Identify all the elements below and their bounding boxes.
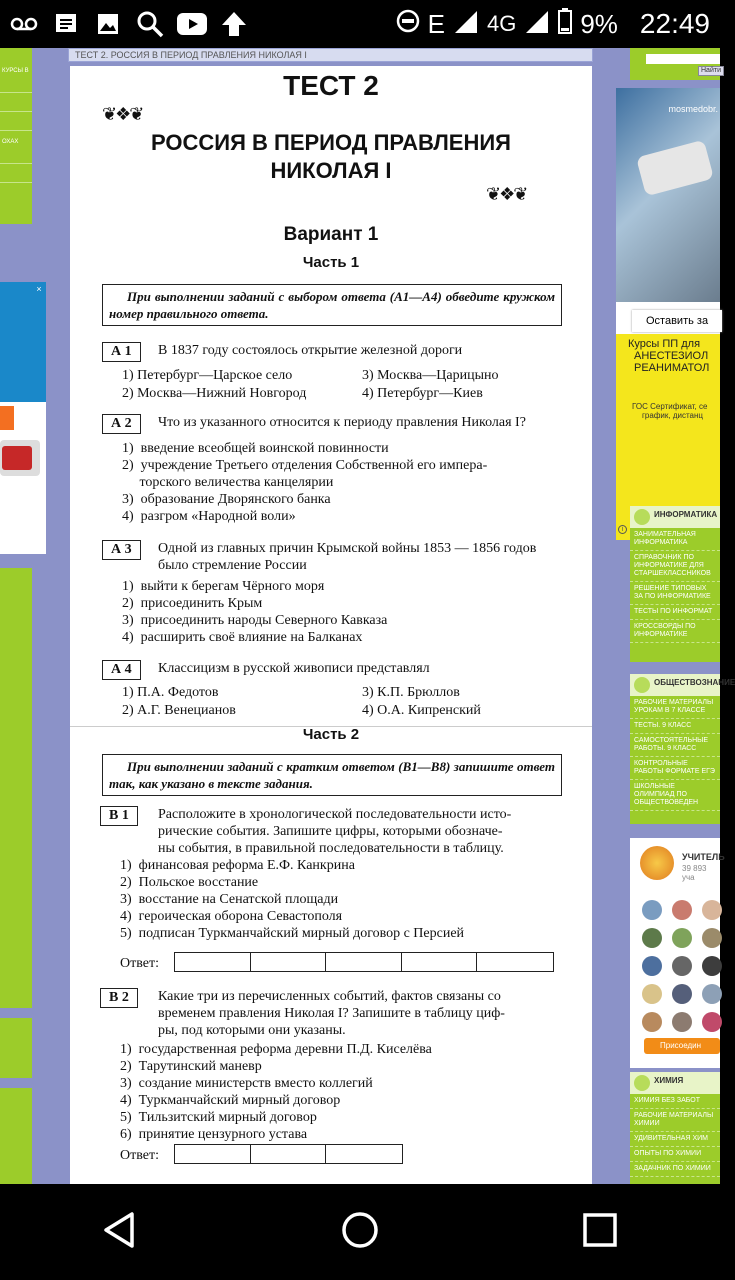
panel-link[interactable]: ЗАНИМАТЕЛЬНАЯ ИНФОРМАТИКА bbox=[630, 528, 720, 551]
left-nav-item[interactable]: ОХАХ bbox=[2, 139, 19, 145]
panel-title: ОБЩЕСТВОЗНАНИЕ bbox=[630, 674, 720, 696]
test-subtitle-2: НИКОЛАЯ I bbox=[270, 158, 392, 183]
panel-title: ХИМИЯ bbox=[630, 1072, 720, 1094]
left-nav-panel bbox=[0, 48, 32, 224]
option: 1) государственная реформа деревни П.Д. Киселёва bbox=[120, 1042, 432, 1057]
youtube-icon bbox=[178, 10, 206, 38]
ad-line: Курсы ПП для bbox=[628, 338, 701, 350]
question-tag: А 3 bbox=[102, 540, 141, 560]
part2-instructions: При выполнении заданий с кратким ответом (В1—В8) запишите ответ так, как указано в тексте задания. bbox=[102, 754, 562, 796]
option: 5) подписан Туркманчайский мирный договор с Персией bbox=[120, 926, 465, 941]
panel-link[interactable]: ОПЫТЫ ПО ХИМИИ bbox=[630, 1147, 720, 1162]
question-tag: А 1 bbox=[102, 342, 141, 362]
answer-cell bbox=[251, 1145, 327, 1163]
back-icon[interactable] bbox=[100, 1210, 140, 1255]
divider bbox=[0, 92, 32, 93]
browser-content[interactable] bbox=[0, 48, 735, 1184]
panel-social-studies bbox=[630, 674, 735, 824]
question-text: ры, под которыми они указаны. bbox=[158, 1023, 346, 1038]
recents-icon[interactable] bbox=[580, 1210, 620, 1255]
panel-link[interactable]: СПРАВОЧНИК ПО ИНФОРМАТИКЕ ДЛЯ СТАРШЕКЛАССНИКОВ bbox=[630, 551, 720, 582]
panel-link[interactable]: РАБОЧИЕ МАТЕРИАЛЫ УРОКАМ В 7 КЛАССЕ bbox=[630, 696, 720, 719]
community-name[interactable]: УЧИТЕЛЬ bbox=[682, 852, 725, 862]
home-icon[interactable] bbox=[340, 1210, 380, 1255]
member-count: 39 893 уча bbox=[682, 864, 707, 882]
member-avatar[interactable] bbox=[702, 956, 722, 976]
question-text: было стремление России bbox=[158, 558, 307, 573]
answer-cell bbox=[175, 1145, 251, 1163]
answer-cell bbox=[326, 953, 402, 971]
option: 1) введение всеобщей воинской повинности bbox=[122, 441, 389, 456]
member-avatar[interactable] bbox=[672, 900, 692, 920]
option: 1) П.А. Федотов bbox=[122, 685, 219, 700]
answer-table bbox=[174, 952, 554, 972]
battery-icon bbox=[558, 8, 572, 41]
test-document-image bbox=[70, 66, 592, 1186]
question-tag: А 4 bbox=[102, 660, 141, 680]
option: 4) Туркманчайский мирный договор bbox=[120, 1093, 341, 1108]
dnd-icon bbox=[396, 9, 420, 40]
member-avatar[interactable] bbox=[702, 900, 722, 920]
image-icon bbox=[94, 10, 122, 38]
ad-small-line: график, дистанц bbox=[642, 411, 703, 420]
option: 4) расширить своё влияние на Балканах bbox=[122, 630, 363, 645]
member-avatar[interactable] bbox=[642, 956, 662, 976]
left-green-panel-3 bbox=[0, 1088, 32, 1184]
panel-link[interactable]: КРОССВОРДЫ ПО ИНФОРМАТИКЕ bbox=[630, 620, 720, 643]
question-text: Расположите в хронологической последовательности исто- bbox=[158, 807, 512, 822]
question-text: рические события. Запишите цифры, которыми обозначе- bbox=[158, 824, 503, 839]
panel-link[interactable]: САМОСТОЯТЕЛЬНЫЕ РАБОТЫ. 9 КЛАСС bbox=[630, 734, 720, 757]
option: 1) Петербург—Царское село bbox=[122, 368, 293, 383]
member-avatar[interactable] bbox=[702, 1012, 722, 1032]
panel-link[interactable]: РАБОЧИЕ МАТЕРИАЛЫ ХИМИИ bbox=[630, 1109, 720, 1132]
left-nav-item[interactable]: КУРСЫ В bbox=[2, 68, 29, 74]
member-avatar[interactable] bbox=[702, 984, 722, 1004]
clock: 22:49 bbox=[639, 8, 710, 39]
option: 3) восстание на Сенатской площади bbox=[120, 892, 339, 907]
option: 4) разгром «Народной воли» bbox=[122, 509, 296, 524]
search-input[interactable] bbox=[646, 54, 720, 64]
ad-info-icon[interactable]: i bbox=[618, 525, 627, 534]
part1-instructions: При выполнении заданий с выбором ответа (А1—А4) обведите кружком номер правильного ответа. bbox=[102, 284, 562, 326]
member-avatar[interactable] bbox=[642, 900, 662, 920]
member-avatar[interactable] bbox=[672, 956, 692, 976]
member-avatar[interactable] bbox=[642, 1012, 662, 1032]
panel-link[interactable]: ЗАДАЧНИК ПО ХИМИИ bbox=[630, 1162, 720, 1177]
divider bbox=[0, 130, 32, 131]
left-green-panel-2 bbox=[0, 1018, 32, 1078]
signal-icon bbox=[453, 9, 479, 40]
option: 2) Тарутинский маневр bbox=[120, 1059, 262, 1074]
leaf-icon bbox=[634, 1075, 650, 1091]
question-tag: А 2 bbox=[102, 414, 141, 434]
member-avatar[interactable] bbox=[672, 928, 692, 948]
member-avatar[interactable] bbox=[702, 928, 722, 948]
divider bbox=[0, 111, 32, 112]
panel-title: ИНФОРМАТИКА bbox=[630, 506, 720, 528]
answer-cell bbox=[477, 953, 553, 971]
left-ad-banner[interactable] bbox=[0, 282, 46, 554]
ad-line: РЕАНИМАТОЛ bbox=[634, 362, 710, 374]
panel-link[interactable]: РЕШЕНИЕ ТИПОВЫХ ЗА ПО ИНФОРМАТИКЕ bbox=[630, 582, 720, 605]
leaf-icon bbox=[634, 509, 650, 525]
ad-line: АНЕСТЕЗИОЛ bbox=[634, 350, 709, 362]
option: 4) О.А. Кипренский bbox=[362, 703, 481, 718]
answer-cell bbox=[251, 953, 327, 971]
upload-icon bbox=[220, 10, 248, 38]
panel-link[interactable]: КОНТРОЛЬНЫЕ РАБОТЫ ФОРМАТЕ ЕГЭ bbox=[630, 757, 720, 780]
test-subtitle-1: РОССИЯ В ПЕРИОД ПРАВЛЕНИЯ bbox=[151, 130, 511, 155]
panel-informatics bbox=[630, 506, 720, 662]
option: 2) учреждение Третьего отделения Собственной его импера- bbox=[122, 458, 488, 473]
option: 3) создание министерств вместо коллегий bbox=[120, 1076, 373, 1091]
panel-link[interactable]: УДИВИТЕЛЬНАЯ ХИМ bbox=[630, 1132, 720, 1147]
option: 3) присоединить народы Северного Кавказа bbox=[122, 613, 388, 628]
network-type-e: E bbox=[427, 8, 445, 39]
option: 4) героическая оборона Севастополя bbox=[120, 909, 343, 924]
question-text: В 1837 году состоялось открытие железной дороги bbox=[158, 343, 463, 358]
option: 1) выйти к берегам Чёрного моря bbox=[122, 579, 325, 594]
right-ad-banner[interactable] bbox=[616, 88, 720, 540]
question-text: Одной из главных причин Крымской войны 1853 — 1856 годов bbox=[158, 541, 537, 556]
panel-chemistry bbox=[630, 1072, 720, 1184]
ad-domain: mosmedobr. bbox=[668, 104, 718, 114]
question-tag: В 1 bbox=[100, 806, 138, 826]
member-avatar[interactable] bbox=[672, 1012, 692, 1032]
panel-link[interactable]: ТЕСТЫ. 9 КЛАСС bbox=[630, 719, 720, 734]
option: 3) К.П. Брюллов bbox=[362, 685, 460, 700]
right-sidebar bbox=[616, 48, 735, 1184]
option: 3) Москва—Царицыно bbox=[362, 368, 499, 383]
panel-link[interactable]: ШКОЛЬНЫЕ ОЛИМПИАД ПО ОБЩЕСТВОВЕДЕН bbox=[630, 780, 720, 811]
member-avatar[interactable] bbox=[642, 984, 662, 1004]
divider bbox=[0, 182, 32, 183]
option: 2) А.Г. Венецианов bbox=[122, 703, 236, 718]
question-text: ны события, в правильной последовательности в таблицу. bbox=[158, 841, 504, 856]
network-type-4g: 4G bbox=[486, 11, 517, 36]
battery-percent: 9% bbox=[580, 8, 618, 39]
part2-title: Часть 2 bbox=[302, 726, 360, 743]
member-avatar[interactable] bbox=[642, 928, 662, 948]
option: 2) Москва—Нижний Новгород bbox=[122, 386, 307, 401]
option: 4) Петербург—Киев bbox=[362, 386, 483, 401]
panel-link[interactable]: ХИМИЯ БЕЗ ЗАБОТ bbox=[630, 1094, 720, 1109]
option: 1) финансовая реформа Е.Ф. Канкрина bbox=[120, 858, 355, 873]
answer-cell bbox=[175, 953, 251, 971]
message-icon bbox=[52, 10, 80, 38]
ad-small-line: ГОС Сертификат, се bbox=[632, 402, 708, 411]
ad-close-icon[interactable]: × bbox=[34, 284, 44, 294]
question-text: временем правления Николая I? Запишите в таблицу циф- bbox=[158, 1006, 505, 1021]
answer-label: Ответ: bbox=[120, 1148, 159, 1163]
avatar bbox=[640, 846, 674, 880]
answer-cell bbox=[402, 953, 478, 971]
search-button[interactable]: Найти bbox=[698, 66, 724, 76]
signal-icon-2 bbox=[524, 9, 550, 40]
option: 2) присоединить Крым bbox=[122, 596, 263, 611]
panel-link[interactable]: ТЕСТЫ ПО ИНФОРМАТ bbox=[630, 605, 720, 620]
test-title: ТЕСТ 2 bbox=[283, 70, 379, 101]
android-nav-bar bbox=[0, 1184, 720, 1280]
ornament-icon: ❦❖❦ bbox=[486, 184, 527, 204]
option: 6) принятие цензурного устава bbox=[120, 1127, 308, 1142]
divider bbox=[0, 163, 32, 164]
option: 2) Польское восстание bbox=[120, 875, 259, 890]
answer-table bbox=[174, 1144, 403, 1164]
option: торского величества канцелярии bbox=[122, 475, 334, 490]
option: 3) образование Дворянского банка bbox=[122, 492, 331, 507]
ad-photo bbox=[616, 88, 720, 302]
ad-cta-button[interactable]: Оставить за bbox=[632, 310, 722, 332]
member-avatar[interactable] bbox=[672, 984, 692, 1004]
question-text: Какие три из перечисленных событий, фактов связаны со bbox=[158, 989, 501, 1004]
join-button[interactable] bbox=[644, 1038, 720, 1054]
answer-label: Ответ: bbox=[120, 956, 159, 971]
question-text: Что из указанного относится к периоду правления Николая I? bbox=[158, 415, 526, 430]
question-tag: В 2 bbox=[100, 988, 138, 1008]
ornament-icon: ❦❖❦ bbox=[102, 104, 143, 124]
search-icon bbox=[136, 10, 164, 38]
variant-title: Вариант 1 bbox=[283, 224, 379, 245]
breadcrumb[interactable]: ТЕСТ 2. РОССИЯ В ПЕРИОД ПРАВЛЕНИЯ НИКОЛАЯ I bbox=[68, 48, 593, 62]
left-green-panel bbox=[0, 568, 32, 1008]
join-label: Присоедин bbox=[660, 1041, 702, 1050]
option: 5) Тильзитский мирный договор bbox=[120, 1110, 317, 1125]
leaf-icon bbox=[634, 677, 650, 693]
voicemail-icon bbox=[10, 10, 38, 38]
status-bar bbox=[0, 0, 720, 48]
search-box-panel bbox=[630, 48, 720, 80]
community-widget[interactable] bbox=[630, 838, 725, 1068]
answer-cell bbox=[326, 1145, 402, 1163]
part1-title: Часть 1 bbox=[302, 254, 360, 271]
question-text: Классицизм в русской живописи представлял bbox=[158, 661, 430, 676]
